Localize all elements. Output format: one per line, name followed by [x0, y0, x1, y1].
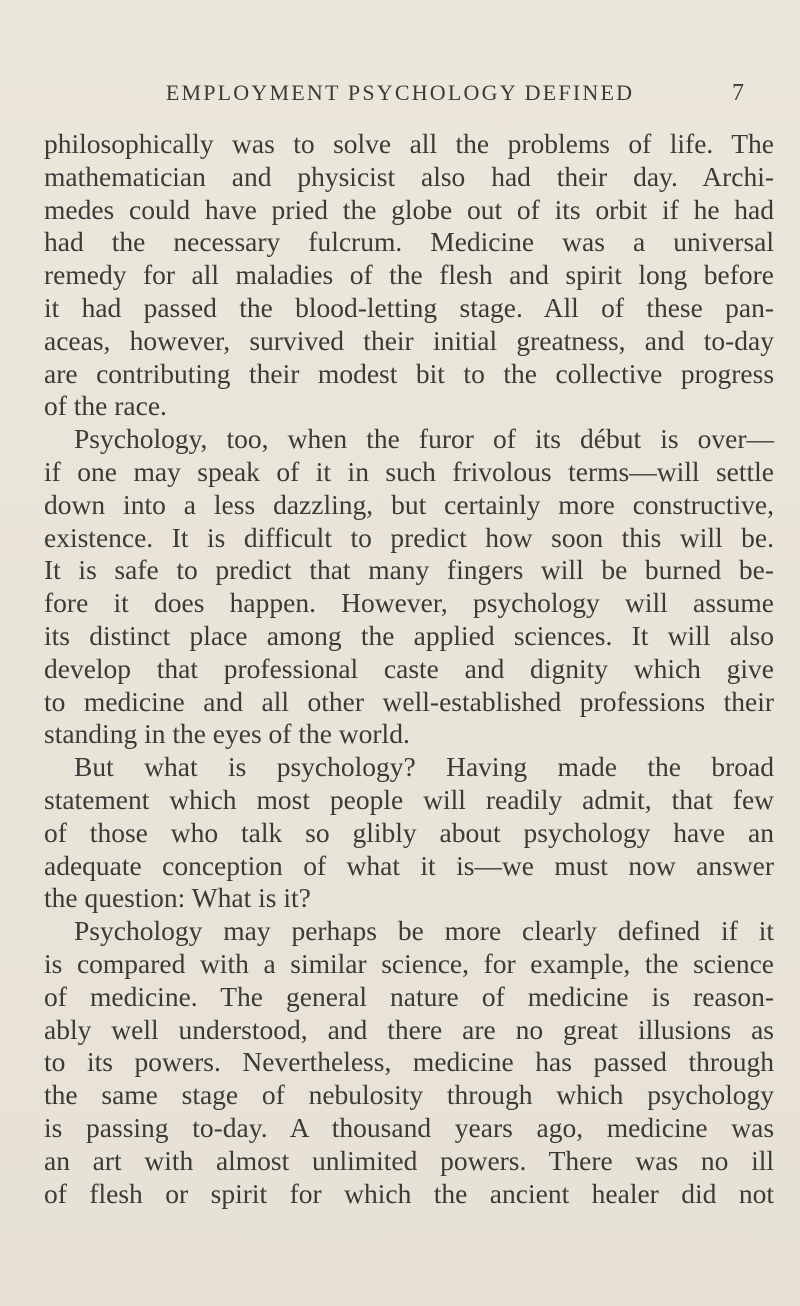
text-line: it had passed the blood-letting stage. All of these pan- [44, 291, 774, 323]
text-line: down into a less dazzling, but certainly more constructive, [44, 488, 774, 520]
text-line: fore it does happen. However, psychology will assume [44, 587, 774, 619]
text-line: of those who talk so glibly about psychology have an [44, 816, 774, 848]
body-text [44, 128, 774, 1210]
text-line: ably well understood, and there are no great illusions as [44, 1013, 775, 1045]
text-line: the question: What is it? [44, 882, 311, 914]
text-line: its distinct place among the applied sciences. It will also [44, 619, 775, 651]
text-line: Psychology may perhaps be more clearly defined if it [74, 915, 775, 947]
text-line: to medicine and all other well-established professions their [44, 685, 774, 717]
text-line: of flesh or spirit for which the ancient healer did not [44, 1177, 774, 1209]
paragraph-3 [44, 751, 774, 915]
text-line: an art with almost unlimited powers. There was no ill [44, 1144, 774, 1176]
text-line: is compared with a similar science, for example, the science [44, 947, 774, 979]
text-line: of medicine. The general nature of medicine is reason- [44, 980, 775, 1012]
text-line: develop that professional caste and dignity which give [44, 652, 774, 684]
text-line: existence. It is difficult to predict how soon this will be. [44, 521, 774, 553]
text-line: adequate conception of what it is—we must now answer [44, 849, 774, 881]
text-line: But what is psychology? Having made the broad [74, 751, 775, 783]
text-line: had the necessary fulcrum. Medicine was a universal [44, 226, 774, 258]
text-line: the same stage of nebulosity through which psychology [44, 1079, 774, 1111]
page-number: 7 [732, 80, 744, 106]
text-line: aceas, however, survived their initial greatness, and to-day [44, 324, 774, 356]
text-line: if one may speak of it in such frivolous terms—will settle [44, 455, 775, 487]
paragraph-1 [44, 128, 774, 423]
text-line: Psychology, too, when the furor of its début is over— [74, 423, 774, 455]
text-line: philosophically was to solve all the problems of life. The [44, 128, 774, 159]
running-title: EMPLOYMENT PSYCHOLOGY DEFINED [165, 80, 635, 105]
text-line: statement which most people will readily admit, that few [44, 783, 775, 815]
text-line: is passing to-day. A thousand years ago, medicine was [44, 1111, 775, 1143]
text-line: medes could have pried the globe out of its orbit if he had [44, 193, 774, 225]
running-head [0, 80, 800, 110]
text-line: standing in the eyes of the world. [44, 718, 410, 750]
text-line: remedy for all maladies of the flesh and spirit long before [44, 259, 775, 291]
text-line: mathematician and physicist also had their day. Archi- [44, 160, 774, 192]
text-line: It is safe to predict that many fingers will be burned be- [44, 554, 775, 586]
text-line: of the race. [44, 390, 167, 422]
paragraph-4 [44, 915, 774, 1210]
paragraph-2 [44, 423, 774, 751]
text-line: are contributing their modest bit to the collective progress [44, 357, 775, 389]
text-line: to its powers. Nevertheless, medicine has passed through [44, 1046, 774, 1078]
